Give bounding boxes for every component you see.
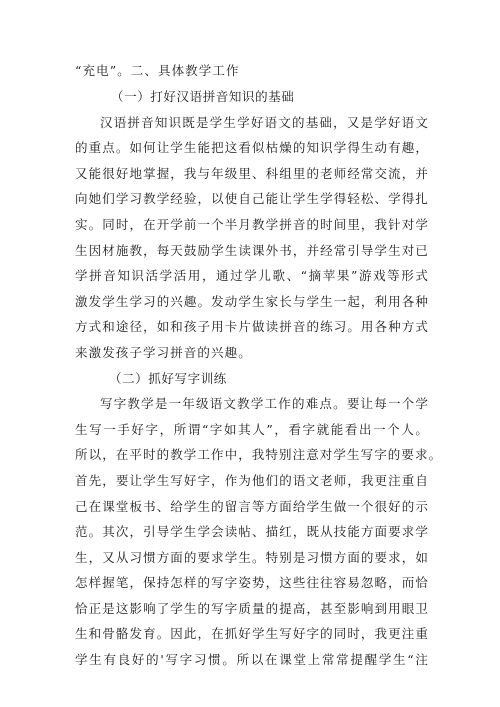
text-line: 首先，要让学生写好字，作为他们的语文老师，我更注重自: [75, 472, 429, 488]
subheading-pinyin: （一）打好汉语拼音知识的基础: [111, 89, 295, 104]
text-line: 生因材施教，每天鼓励学生读课外书，并经常引导学生对已: [75, 242, 429, 258]
text-line-section-title: “充电”。二、具体教学工作: [75, 63, 240, 78]
subheading-writing: （二）抓好写字训练: [109, 370, 227, 386]
document-page: [75, 58, 443, 673]
text-line: 来激发孩子学习拼音的兴趣。: [75, 344, 252, 360]
text-line: 又能很好地掌握，我与年级里、科组里的老师经常交流，并: [75, 165, 429, 181]
text-line: 范。其次，引导学生学会读帖、描红，既从技能方面要求学: [75, 524, 429, 540]
text-line: 恰正是这影响了学生的写字质量的提高，甚至影响到用眼卫: [75, 600, 429, 616]
text-line: 写字教学是一年级语文教学工作的难点。要让每一个学: [100, 396, 429, 412]
text-line: 激发学生学习的兴趣。发动学生家长与学生一起，利用各种: [75, 293, 429, 309]
text-line: 向她们学习教学经验，以使自己能让学生学得轻松、学得扎: [75, 191, 429, 207]
text-line: 生，又从习惯方面的要求学生。特别是习惯方面的要求，如: [75, 549, 429, 565]
text-line: 学生有良好的'写字习惯。所以在课堂上常常提醒学生“注: [75, 652, 429, 668]
text-line: 方式和途径，如和孩子用卡片做读拼音的练习。用各种方式: [75, 319, 429, 335]
text-line: 己在课堂板书、给学生的留言等方面给学生做一个很好的示: [75, 498, 429, 514]
text-line: 实。同时，在开学前一个半月教学拼音的时间里，我针对学: [75, 216, 429, 232]
text-line: 怎样握笔，保持怎样的写字姿势，这些往往容易忽略，而恰: [75, 575, 429, 591]
text-line: 汉语拼音知识既是学生学好语文的基础，又是学好语文: [100, 114, 429, 130]
text-line: 的重点。如何让学生能把这看似枯燥的知识学得生动有趣，: [75, 140, 429, 156]
text-line: 所以，在平时的教学工作中，我特别注意对学生写字的要求。: [75, 447, 443, 463]
text-line: 生和骨骼发育。因此，在抓好学生写好字的同时，我更注重: [75, 626, 429, 642]
text-line: 生写一手好字，所谓“字如其人”，看字就能看出一个人。: [75, 421, 429, 437]
text-line: 学拼音知识活学活用，通过学儿歌、“摘苹果”游戏等形式: [75, 268, 429, 284]
